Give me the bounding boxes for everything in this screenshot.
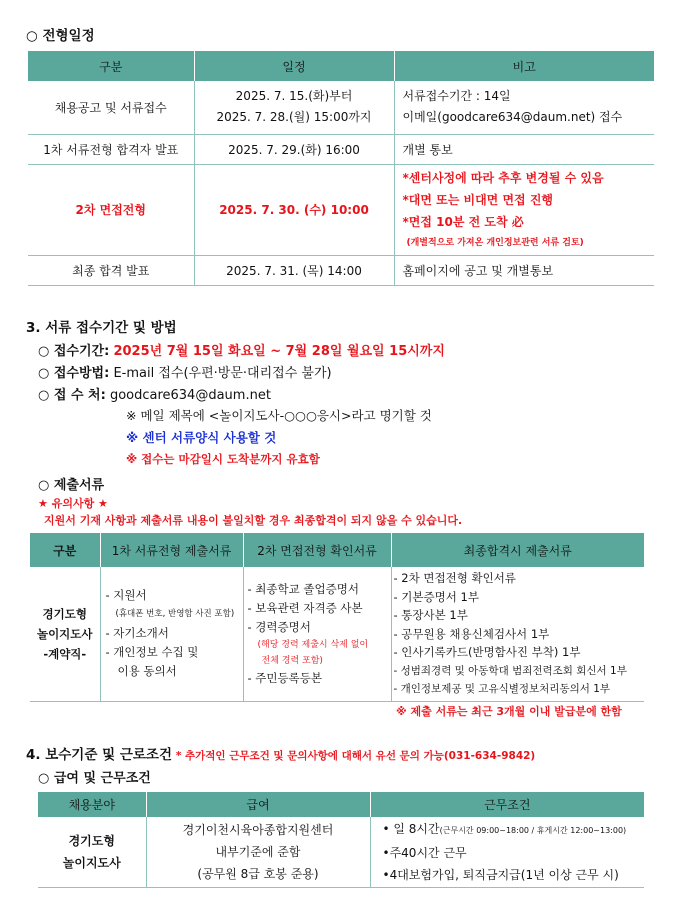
doc-item: - 최종학교 졸업증명서: [247, 581, 359, 596]
method-label: ○ 접수방법:: [38, 366, 110, 381]
final-docs-cell: [391, 567, 644, 701]
pay-cell: [146, 817, 370, 887]
doc-item: - 주민등록등본: [247, 670, 322, 685]
pay-heading: ○ 급여 및 근무조건: [38, 771, 151, 786]
remark-line: 서류접수기간 : 14일: [402, 89, 511, 104]
pay-line: 경기이천시육아종합지원센터: [182, 822, 334, 837]
header-remark: 비고: [394, 51, 654, 81]
doc-item: - 개인정보제공 및 고유식별정보처리동의서 1부: [393, 683, 611, 695]
documents-footnote: ※ 제출 서류는 최근 3개월 이내 발급분에 한함: [396, 705, 622, 718]
header-field: 채용분야: [38, 792, 146, 817]
condition-line: •4대보험가입, 퇴직금지급(1년 이상 근무 시): [382, 867, 619, 882]
place-value: goodcare634@daum.net: [109, 388, 271, 403]
doc-item: - 기본증명서 1부: [393, 589, 479, 604]
category-line: -계약직-: [43, 646, 87, 661]
doc-item: - 성범죄경력 및 아동학대 범죄전력조회 회신서 1부: [393, 664, 627, 677]
table-row: [28, 81, 654, 134]
table-header-row: [30, 533, 644, 567]
row-category: 채용공고 및 서류접수: [28, 81, 194, 134]
row-remark: [394, 81, 654, 134]
doc-item: - 개인정보 수집 및: [105, 645, 199, 660]
field-line: 경기도형: [68, 833, 115, 848]
table-row: [30, 567, 644, 701]
header-pay: 급여: [146, 792, 370, 817]
pay-line: 내부기준에 준함: [215, 844, 301, 859]
row-schedule: 2025. 7. 29.(화) 16:00: [194, 134, 394, 164]
section-3-heading: 3. 서류 접수기간 및 방법: [26, 320, 177, 336]
schedule-table: [28, 51, 654, 286]
header-category: 구분: [28, 51, 194, 81]
place-label: ○ 접 수 처:: [38, 388, 106, 403]
header-category: 구분: [30, 533, 100, 567]
remark-line: *센터사정에 따라 추후 변경될 수 있음: [402, 170, 604, 185]
caution-title: ★ 유의사항 ★: [38, 497, 108, 510]
doc-item: - 자기소개서: [105, 626, 169, 641]
row-schedule: 2025. 7. 31. (목) 14:00: [194, 255, 394, 285]
docs-heading: ○ 제출서류: [38, 478, 105, 493]
caution-text: 지원서 기재 사항과 제출서류 내용이 불일치할 경우 최종합격이 되지 않을 수 있습니다.: [44, 514, 463, 527]
schedule-line: 2025. 7. 28.(월) 15:00까지: [216, 110, 372, 125]
pay-table: [38, 792, 644, 888]
category-line: 놀이지도사: [36, 626, 93, 641]
row-remark: [394, 164, 654, 255]
table-row: [28, 134, 654, 164]
method-line: [38, 362, 332, 381]
condition-line: •주40시간 근무: [382, 845, 467, 860]
condition-line: [383, 818, 645, 842]
period-line: [38, 340, 445, 359]
row-remark: 홈페이지에 공고 및 개별통보: [394, 255, 654, 285]
condition-hours: (근무시간 09:00~18:00 / 휴게시간 12:00~13:00): [439, 825, 627, 835]
table-header-row: [38, 792, 644, 817]
remark-line: (개별적으로 가져온 개인정보관련 서류 검토): [406, 237, 584, 248]
table-header-row: [28, 51, 654, 81]
field-cell: [38, 817, 146, 887]
first-docs-cell: [100, 567, 243, 701]
place-line: [38, 384, 271, 403]
condition-text: • 일 8시간: [382, 821, 440, 836]
row-category: 최종 합격 발표: [28, 255, 194, 285]
remark-line: *대면 또는 비대면 면접 진행: [402, 192, 553, 207]
second-docs-cell: [243, 567, 391, 701]
header-first-docs: 1차 서류전형 제출서류: [100, 533, 243, 567]
doc-item: 전체 경력 포함): [261, 655, 323, 666]
header-schedule: 일정: [194, 51, 394, 81]
doc-item: 이용 동의서: [117, 664, 177, 679]
remark-line: 이메일(goodcare634@daum.net) 접수: [402, 110, 623, 125]
table-row: [38, 817, 644, 887]
pay-line: (공무원 8급 호봉 준용): [197, 866, 319, 881]
schedule-line: 2025. 7. 15.(화)부터: [235, 89, 353, 104]
doc-item: - 2차 면접전형 확인서류: [393, 571, 516, 585]
doc-item: - 지원서: [105, 588, 147, 603]
row-category: 2차 면접전형: [28, 164, 194, 255]
section-4-heading: 4. 보수기준 및 근로조건: [26, 747, 172, 763]
header-second-docs: 2차 면접전형 확인서류: [243, 533, 391, 567]
doc-item: - 경력증명서: [247, 619, 311, 634]
row-schedule: [194, 81, 394, 134]
method-value: E-mail 접수(우편·방문·대리접수 불가): [113, 366, 332, 381]
table-row: [28, 164, 654, 255]
row-category: 1차 서류전형 합격자 발표: [28, 134, 194, 164]
note-form: ※ 센터 서류양식 사용할 것: [126, 430, 277, 445]
table-row: [28, 255, 654, 285]
category-line: 경기도형: [42, 606, 87, 621]
doc-item: - 인사기록카드(반명함사진 부착) 1부: [393, 645, 581, 659]
section-4-note: * 추가적인 근무조건 및 문의사항에 대해서 유선 문의 가능(031-634-9842): [175, 750, 536, 762]
section-4-heading-line: [26, 743, 535, 763]
schedule-heading: ○ 전형일정: [26, 28, 95, 44]
field-line: 놀이지도사: [62, 855, 121, 870]
row-remark: 개별 통보: [394, 134, 654, 164]
doc-item: - 보육관련 자격증 사본: [247, 600, 363, 615]
period-label: ○ 접수기간:: [38, 344, 110, 359]
doc-item: - 통장사본 1부: [393, 608, 468, 622]
conditions-cell: [370, 817, 644, 887]
documents-table: [30, 533, 644, 702]
remark-line: *면접 10분 전 도착 必: [402, 214, 524, 229]
doc-item: (해당 경력 제출시 삭제 없이: [257, 639, 369, 650]
note-mail-title: ※ 메일 제목에 <놀이지도사-○○○응시>라고 명기할 것: [126, 408, 432, 423]
doc-item: - 공무원용 채용신체검사서 1부: [393, 626, 550, 641]
row-schedule: 2025. 7. 30. (수) 10:00: [194, 164, 394, 255]
row-category: [30, 567, 100, 701]
doc-item: (휴대폰 번호, 반영함 사진 포함): [115, 609, 235, 620]
period-value: 2025년 7월 15일 화요일 ~ 7월 28일 월요일 15시까지: [113, 344, 445, 359]
note-deadline: ※ 접수는 마감일시 도착분까지 유효함: [126, 452, 320, 466]
header-conditions: 근무조건: [370, 792, 644, 817]
header-final-docs: 최종합격시 제출서류: [391, 533, 644, 567]
